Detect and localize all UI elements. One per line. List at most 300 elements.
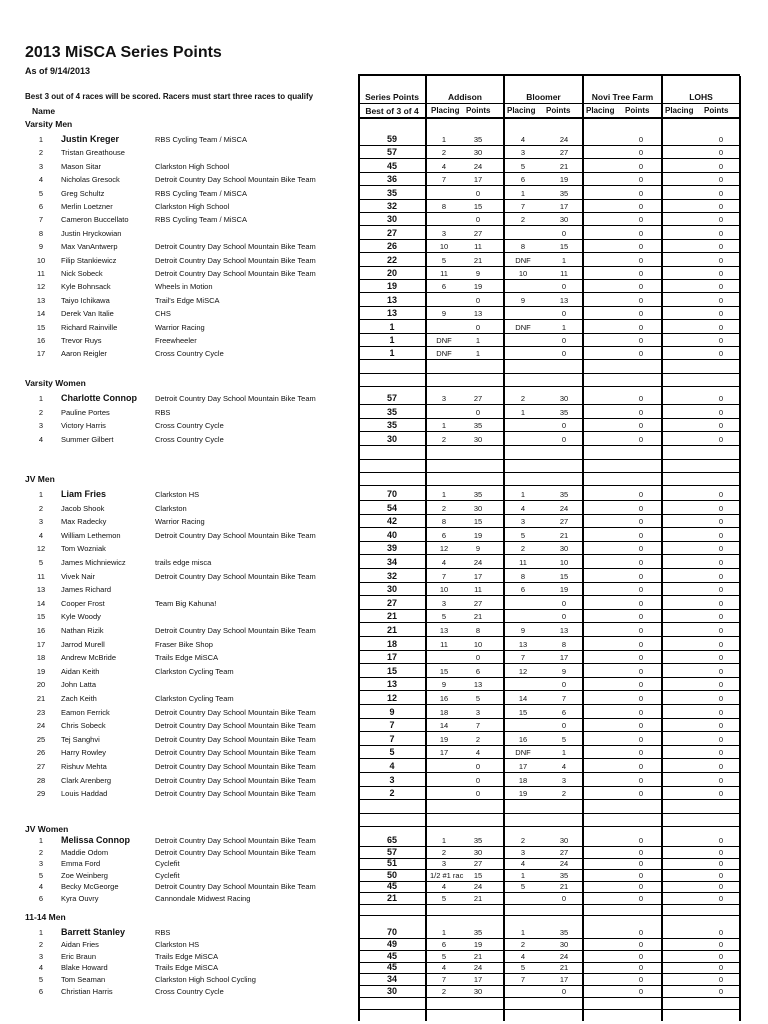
series-points: 21	[386, 892, 397, 903]
racer-name: Andrew McBride	[61, 653, 117, 663]
lohs-points: 0	[718, 228, 724, 238]
bloomer-points: 0	[561, 893, 567, 903]
addison-points: 17	[473, 571, 483, 581]
novi-points: 0	[638, 571, 644, 581]
addison-points: 24	[473, 558, 483, 567]
addison-points: 30	[473, 503, 483, 513]
lohs-points: 0	[718, 394, 724, 403]
bloomer-points: 1	[561, 322, 567, 332]
addison-points: 27	[473, 598, 483, 608]
racer-name: Charlotte Connop	[61, 393, 137, 403]
rank: 2	[38, 847, 44, 857]
bloomer-placing: 7	[520, 202, 526, 211]
racer-name: Jacob Shook	[61, 503, 105, 513]
bloomer-points: 0	[561, 435, 567, 445]
racer-name: Emma Ford	[61, 859, 101, 868]
rank: 17	[36, 639, 46, 649]
rank: 23	[36, 707, 46, 717]
bloomer-points: 0	[561, 612, 567, 622]
series-points: 7	[389, 733, 395, 744]
lohs-points: 0	[718, 928, 724, 937]
addison-placing: DNF	[436, 349, 452, 359]
bloomer-header: Bloomer	[526, 92, 561, 102]
addison-placing: 11	[440, 269, 448, 278]
racer-name: Becky McGeorge	[61, 882, 119, 891]
team: Detroit Country Day School Mountain Bike Team	[155, 847, 316, 857]
racer-name: Nathan Rizik	[61, 626, 104, 635]
addison-placing: 7	[441, 571, 447, 581]
row-divider	[358, 915, 740, 916]
series-points: 19	[386, 281, 397, 292]
novi-points: 0	[638, 490, 644, 499]
lohs-points: 0	[718, 939, 724, 949]
team: trails edge misca	[155, 558, 212, 567]
rank: 4	[38, 882, 44, 891]
rank: 3	[38, 421, 44, 431]
bloomer-placing: 1	[520, 188, 526, 198]
series-points: 70	[386, 489, 397, 499]
addison-points: 11	[474, 242, 482, 252]
novi-points: 0	[638, 309, 644, 319]
bloomer-points: 17	[559, 202, 569, 211]
addison-points: 24	[473, 161, 483, 171]
racer-name: Blake Howard	[61, 963, 108, 973]
addison-points: 0	[475, 407, 481, 417]
as-of-date: As of 9/14/2013	[25, 66, 91, 76]
rank: 5	[38, 975, 44, 985]
bloomer-placing: 15	[518, 707, 528, 717]
bloomer-placing: 1	[520, 870, 526, 880]
novi-placing-header: Placing	[586, 106, 615, 115]
scoring-note: Best 3 out of 4 races will be scored. Racers must start three races to qualify	[25, 92, 314, 101]
bloomer-points: 10	[559, 558, 569, 567]
series-points: 21	[386, 611, 397, 622]
novi-points: 0	[638, 707, 644, 717]
lohs-points: 0	[718, 882, 724, 891]
addison-placing: 2	[441, 987, 447, 996]
series-points: 57	[386, 846, 397, 857]
novi-points: 0	[638, 336, 644, 345]
series-points: 36	[386, 174, 397, 185]
novi-points: 0	[638, 666, 644, 676]
rank: 26	[36, 748, 46, 758]
rank: 2	[38, 939, 44, 949]
bloomer-placing: 10	[518, 269, 528, 278]
bloomer-points: 9	[561, 666, 567, 676]
racer-name: Trevor Ruys	[61, 336, 102, 345]
lohs-points: 0	[718, 598, 724, 608]
team: Clarkston	[155, 503, 187, 513]
addison-points: 35	[473, 928, 483, 937]
bloomer-placing: 5	[520, 161, 526, 171]
series-points: 35	[386, 406, 397, 417]
bloomer-points: 24	[559, 135, 569, 144]
rank: 4	[38, 435, 44, 445]
rank: 27	[36, 762, 46, 771]
rank: 4	[38, 530, 44, 540]
bloomer-placing: 4	[520, 503, 526, 513]
team: Detroit Country Day School Mountain Bike Team	[155, 721, 316, 731]
novi-points: 0	[638, 653, 644, 663]
addison-placing: 17	[439, 748, 449, 758]
series-points: 1	[389, 321, 395, 332]
novi-points: 0	[638, 228, 644, 238]
addison-placing: 11	[440, 639, 448, 649]
addison-placing: 5	[441, 893, 447, 903]
lohs-points: 0	[718, 975, 724, 985]
addison-placing-header: Placing	[431, 106, 460, 115]
row-divider	[358, 373, 740, 374]
rank: 3	[38, 951, 44, 961]
bloomer-points: 21	[559, 530, 569, 540]
lohs-points: 0	[718, 859, 724, 868]
racer-name: Nicholas Gresock	[61, 175, 120, 185]
team: RBS Cycling Team / MiSCA	[155, 188, 247, 198]
team: Freewheeler	[155, 336, 197, 345]
racer-name: Tristan Greathouse	[61, 148, 125, 158]
addison-points: 21	[473, 893, 483, 903]
bloomer-points: 0	[561, 680, 567, 690]
addison-points: 15	[473, 517, 483, 527]
rank: 2	[38, 148, 44, 158]
bloomer-placing: 1	[520, 490, 526, 499]
rank: 24	[36, 721, 46, 731]
row-divider	[358, 472, 740, 473]
bloomer-points: 30	[559, 939, 569, 949]
novi-points: 0	[638, 975, 644, 985]
racer-name: Derek Van Italie	[61, 309, 114, 319]
bloomer-placing: 1	[520, 928, 526, 937]
racer-name: Zoe Weinberg	[61, 870, 108, 880]
team: Clarkston High School	[155, 202, 230, 211]
addison-points: 9	[475, 544, 481, 554]
bloomer-placing: 18	[518, 775, 528, 785]
novi-points: 0	[638, 202, 644, 211]
addison-placing: 6	[441, 282, 447, 292]
bloomer-points: 17	[559, 653, 569, 663]
addison-placing: 9	[441, 680, 447, 690]
series-points-header: Series Points	[365, 92, 419, 102]
rank: 11	[37, 571, 45, 581]
bloomer-placing: 6	[520, 175, 526, 185]
team: Fraser Bike Shop	[155, 639, 213, 649]
novi-points: 0	[638, 836, 644, 845]
addison-header: Addison	[448, 92, 482, 102]
lohs-placing-header: Placing	[665, 106, 694, 115]
racer-name: Chris Sobeck	[61, 721, 106, 731]
novi-points: 0	[638, 135, 644, 144]
racer-name: Tom Seaman	[61, 975, 106, 985]
rank: 6	[38, 987, 44, 996]
novi-points: 0	[638, 680, 644, 690]
addison-placing: 3	[441, 598, 447, 608]
row-divider	[358, 459, 740, 460]
racer-name: Filip Stankiewicz	[61, 255, 117, 265]
novi-points: 0	[638, 870, 644, 880]
lohs-points: 0	[718, 135, 724, 144]
rank: 4	[38, 175, 44, 185]
series-points: 30	[386, 214, 397, 225]
bloomer-points: 0	[561, 282, 567, 292]
rank: 6	[38, 202, 44, 211]
novi-points: 0	[638, 859, 644, 868]
racer-name: Justin Hryckowian	[61, 228, 122, 238]
addison-points: 13	[473, 680, 483, 690]
novi-points: 0	[638, 626, 644, 635]
series-points: 17	[386, 652, 397, 663]
series-points: 54	[386, 502, 397, 513]
addison-placing: 1/2 #1 rac	[430, 870, 464, 880]
addison-placing: 7	[441, 975, 447, 985]
series-points: 20	[386, 268, 397, 278]
novi-points: 0	[638, 987, 644, 996]
addison-points: 35	[473, 836, 483, 845]
team: Cross Country Cycle	[155, 421, 224, 431]
lohs-points: 0	[718, 721, 724, 731]
bloomer-points: 1	[561, 255, 567, 265]
team: Detroit Country Day School Mountain Bike Team	[155, 255, 316, 265]
rank: 15	[36, 322, 46, 332]
bloomer-placing: 8	[520, 571, 526, 581]
series-points: 18	[386, 638, 397, 649]
team: Detroit Country Day School Mountain Bike Team	[155, 269, 316, 278]
novi-points: 0	[638, 847, 644, 857]
lohs-points: 0	[718, 435, 724, 445]
bloomer-points: 15	[559, 571, 569, 581]
addison-placing: 2	[441, 148, 447, 158]
lohs-points: 0	[718, 558, 724, 567]
bloomer-points: 0	[561, 228, 567, 238]
racer-name: John Latta	[61, 680, 97, 690]
team: Warrior Racing	[155, 517, 205, 527]
novi-points: 0	[638, 407, 644, 417]
bloomer-placing: 11	[519, 558, 527, 567]
series-points: 45	[386, 962, 397, 973]
bloomer-points: 13	[559, 295, 569, 305]
bloomer-points: 1	[561, 748, 567, 758]
rank: 1	[38, 135, 44, 144]
bloomer-points: 21	[559, 882, 569, 891]
section-heading: Varsity Men	[25, 119, 73, 129]
novi-points: 0	[638, 530, 644, 540]
addison-points: 24	[473, 963, 483, 973]
addison-points: 8	[475, 626, 481, 635]
series-points: 4	[389, 761, 395, 771]
bloomer-placing: 9	[520, 295, 526, 305]
lohs-points: 0	[718, 571, 724, 581]
lohs-points: 0	[718, 951, 724, 961]
addison-points: 35	[473, 490, 483, 499]
addison-points: 15	[473, 870, 483, 880]
team: Detroit Country Day School Mountain Bike Team	[155, 626, 316, 635]
addison-placing: 3	[441, 859, 447, 868]
novi-points: 0	[638, 612, 644, 622]
series-points: 5	[389, 747, 395, 758]
addison-placing: 2	[441, 847, 447, 857]
addison-points: 21	[473, 255, 483, 265]
addison-points: 0	[475, 653, 481, 663]
row-divider	[358, 997, 740, 998]
bloomer-placing: 5	[520, 882, 526, 891]
racer-name: Aaron Reigler	[61, 349, 107, 359]
series-points: 9	[389, 706, 395, 717]
series-points: 65	[386, 835, 397, 845]
bloomer-placing: 5	[520, 963, 526, 973]
racer-name: Vivek Nair	[61, 571, 96, 581]
series-points: 13	[386, 294, 397, 305]
racer-name: Taiyo Ichikawa	[61, 295, 110, 305]
racer-name: Tom Wozniak	[61, 544, 106, 554]
racer-name: Harry Rowley	[61, 748, 107, 758]
novi-points: 0	[638, 242, 644, 252]
racer-name: Kyle Woody	[61, 612, 101, 622]
row-divider	[358, 386, 740, 387]
bloomer-placing: 19	[518, 789, 528, 799]
racer-name: Clark Arenberg	[61, 775, 112, 785]
rank: 2	[38, 407, 44, 417]
series-points: 49	[386, 938, 397, 949]
racer-name: Justin Kreger	[61, 134, 120, 144]
racer-name: Liam Fries	[61, 489, 107, 499]
rank: 14	[36, 309, 46, 319]
addison-points: 21	[473, 612, 483, 622]
addison-points: 0	[475, 188, 481, 198]
lohs-points: 0	[718, 694, 724, 703]
lohs-points: 0	[718, 215, 724, 225]
team: Cannondale Midwest Racing	[155, 893, 251, 903]
team: Cross Country Cycle	[155, 435, 224, 445]
lohs-points: 0	[718, 188, 724, 198]
bloomer-placing-header: Placing	[507, 106, 536, 115]
series-points: 34	[386, 974, 397, 985]
team: RBS	[155, 928, 171, 937]
series-points: 13	[386, 308, 397, 319]
bloomer-points: 35	[559, 407, 569, 417]
addison-points: 1	[475, 336, 481, 345]
page-title: 2013 MiSCA Series Points	[25, 44, 222, 61]
lohs-points: 0	[718, 762, 724, 771]
team: Detroit Country Day School Mountain Bike Team	[155, 762, 316, 771]
series-points: 35	[386, 187, 397, 198]
addison-points: 19	[473, 530, 483, 540]
bloomer-points: 21	[559, 161, 569, 171]
novi-points: 0	[638, 148, 644, 158]
bloomer-points: 27	[559, 517, 569, 527]
racer-name: Merlin Loetzner	[61, 202, 113, 211]
rank: 28	[36, 775, 46, 785]
team: Detroit Country Day School Mountain Bike Team	[155, 242, 316, 252]
novi-points: 0	[638, 762, 644, 771]
addison-points: 1	[475, 349, 481, 359]
racer-name: James Michniewicz	[61, 558, 126, 567]
lohs-points: 0	[718, 295, 724, 305]
rank: 5	[38, 558, 44, 567]
section-heading: JV Women	[25, 824, 69, 834]
addison-points: 0	[475, 322, 481, 332]
addison-points: 0	[475, 215, 481, 225]
addison-points: 30	[473, 987, 483, 996]
racer-name: Cooper Frost	[61, 598, 105, 608]
lohs-points: 0	[718, 870, 724, 880]
bloomer-points: 13	[559, 626, 569, 635]
team: Detroit Country Day School Mountain Bike Team	[155, 707, 316, 717]
rank: 8	[38, 228, 44, 238]
bloomer-points: 4	[561, 762, 567, 771]
bloomer-points: 0	[561, 421, 567, 431]
bloomer-points: 30	[559, 836, 569, 845]
novi-points: 0	[638, 882, 644, 891]
bloomer-points: 35	[559, 928, 569, 937]
addison-placing: 12	[439, 544, 449, 554]
rank: 10	[36, 255, 46, 265]
series-points: 12	[386, 693, 397, 703]
series-points: 57	[386, 147, 397, 158]
addison-placing: 18	[439, 707, 449, 717]
bloomer-placing: 14	[518, 694, 528, 703]
lohs-header: LOHS	[689, 92, 713, 102]
addison-points: 4	[475, 748, 481, 758]
addison-placing: 9	[441, 309, 447, 319]
novi-points-header: Points	[625, 106, 650, 115]
bloomer-placing: DNF	[515, 255, 531, 265]
series-points: 32	[386, 570, 397, 581]
bloomer-points: 6	[561, 707, 567, 717]
bloomer-points: 30	[559, 394, 569, 403]
rank: 29	[36, 789, 46, 799]
rank: 18	[36, 653, 46, 663]
team: Detroit Country Day School Mountain Bike Team	[155, 175, 316, 185]
addison-placing: DNF	[436, 336, 452, 345]
addison-points: 0	[475, 762, 481, 771]
addison-placing: 5	[441, 612, 447, 622]
bloomer-placing: 17	[518, 762, 528, 771]
rank: 14	[36, 598, 46, 608]
bloomer-placing: 2	[520, 544, 526, 554]
rank: 21	[36, 694, 46, 703]
team: CHS	[155, 309, 171, 319]
racer-name: Cameron Buccellato	[61, 215, 129, 225]
addison-points: 7	[475, 721, 481, 731]
bloomer-points: 2	[561, 789, 567, 799]
bloomer-points: 7	[561, 694, 567, 703]
lohs-points: 0	[718, 175, 724, 185]
rank: 25	[36, 734, 46, 744]
bloomer-points: 8	[561, 639, 567, 649]
bloomer-points: 35	[559, 870, 569, 880]
racer-name: Max VanAntwerp	[61, 242, 118, 252]
novi-points: 0	[638, 558, 644, 567]
team: Clarkston HS	[155, 490, 200, 499]
bloomer-points: 24	[559, 859, 569, 868]
addison-points: 9	[475, 269, 481, 278]
addison-points: 27	[473, 394, 483, 403]
racer-name: Pauline Portes	[61, 407, 110, 417]
addison-placing: 15	[439, 666, 449, 676]
rank: 16	[36, 336, 46, 345]
team: Clarkston Cycling Team	[155, 694, 234, 703]
lohs-points: 0	[718, 612, 724, 622]
name-column-header: Name	[32, 106, 56, 116]
racer-name: Richard Rainville	[61, 322, 118, 332]
series-points: 45	[386, 950, 397, 961]
series-points: 45	[386, 881, 397, 891]
racer-name: Nick Sobeck	[61, 269, 103, 278]
addison-points: 19	[473, 282, 483, 292]
bloomer-points: 0	[561, 349, 567, 359]
addison-placing: 5	[441, 951, 447, 961]
team: Detroit Country Day School Mountain Bike Team	[155, 882, 316, 891]
bloomer-points: 5	[561, 734, 567, 744]
